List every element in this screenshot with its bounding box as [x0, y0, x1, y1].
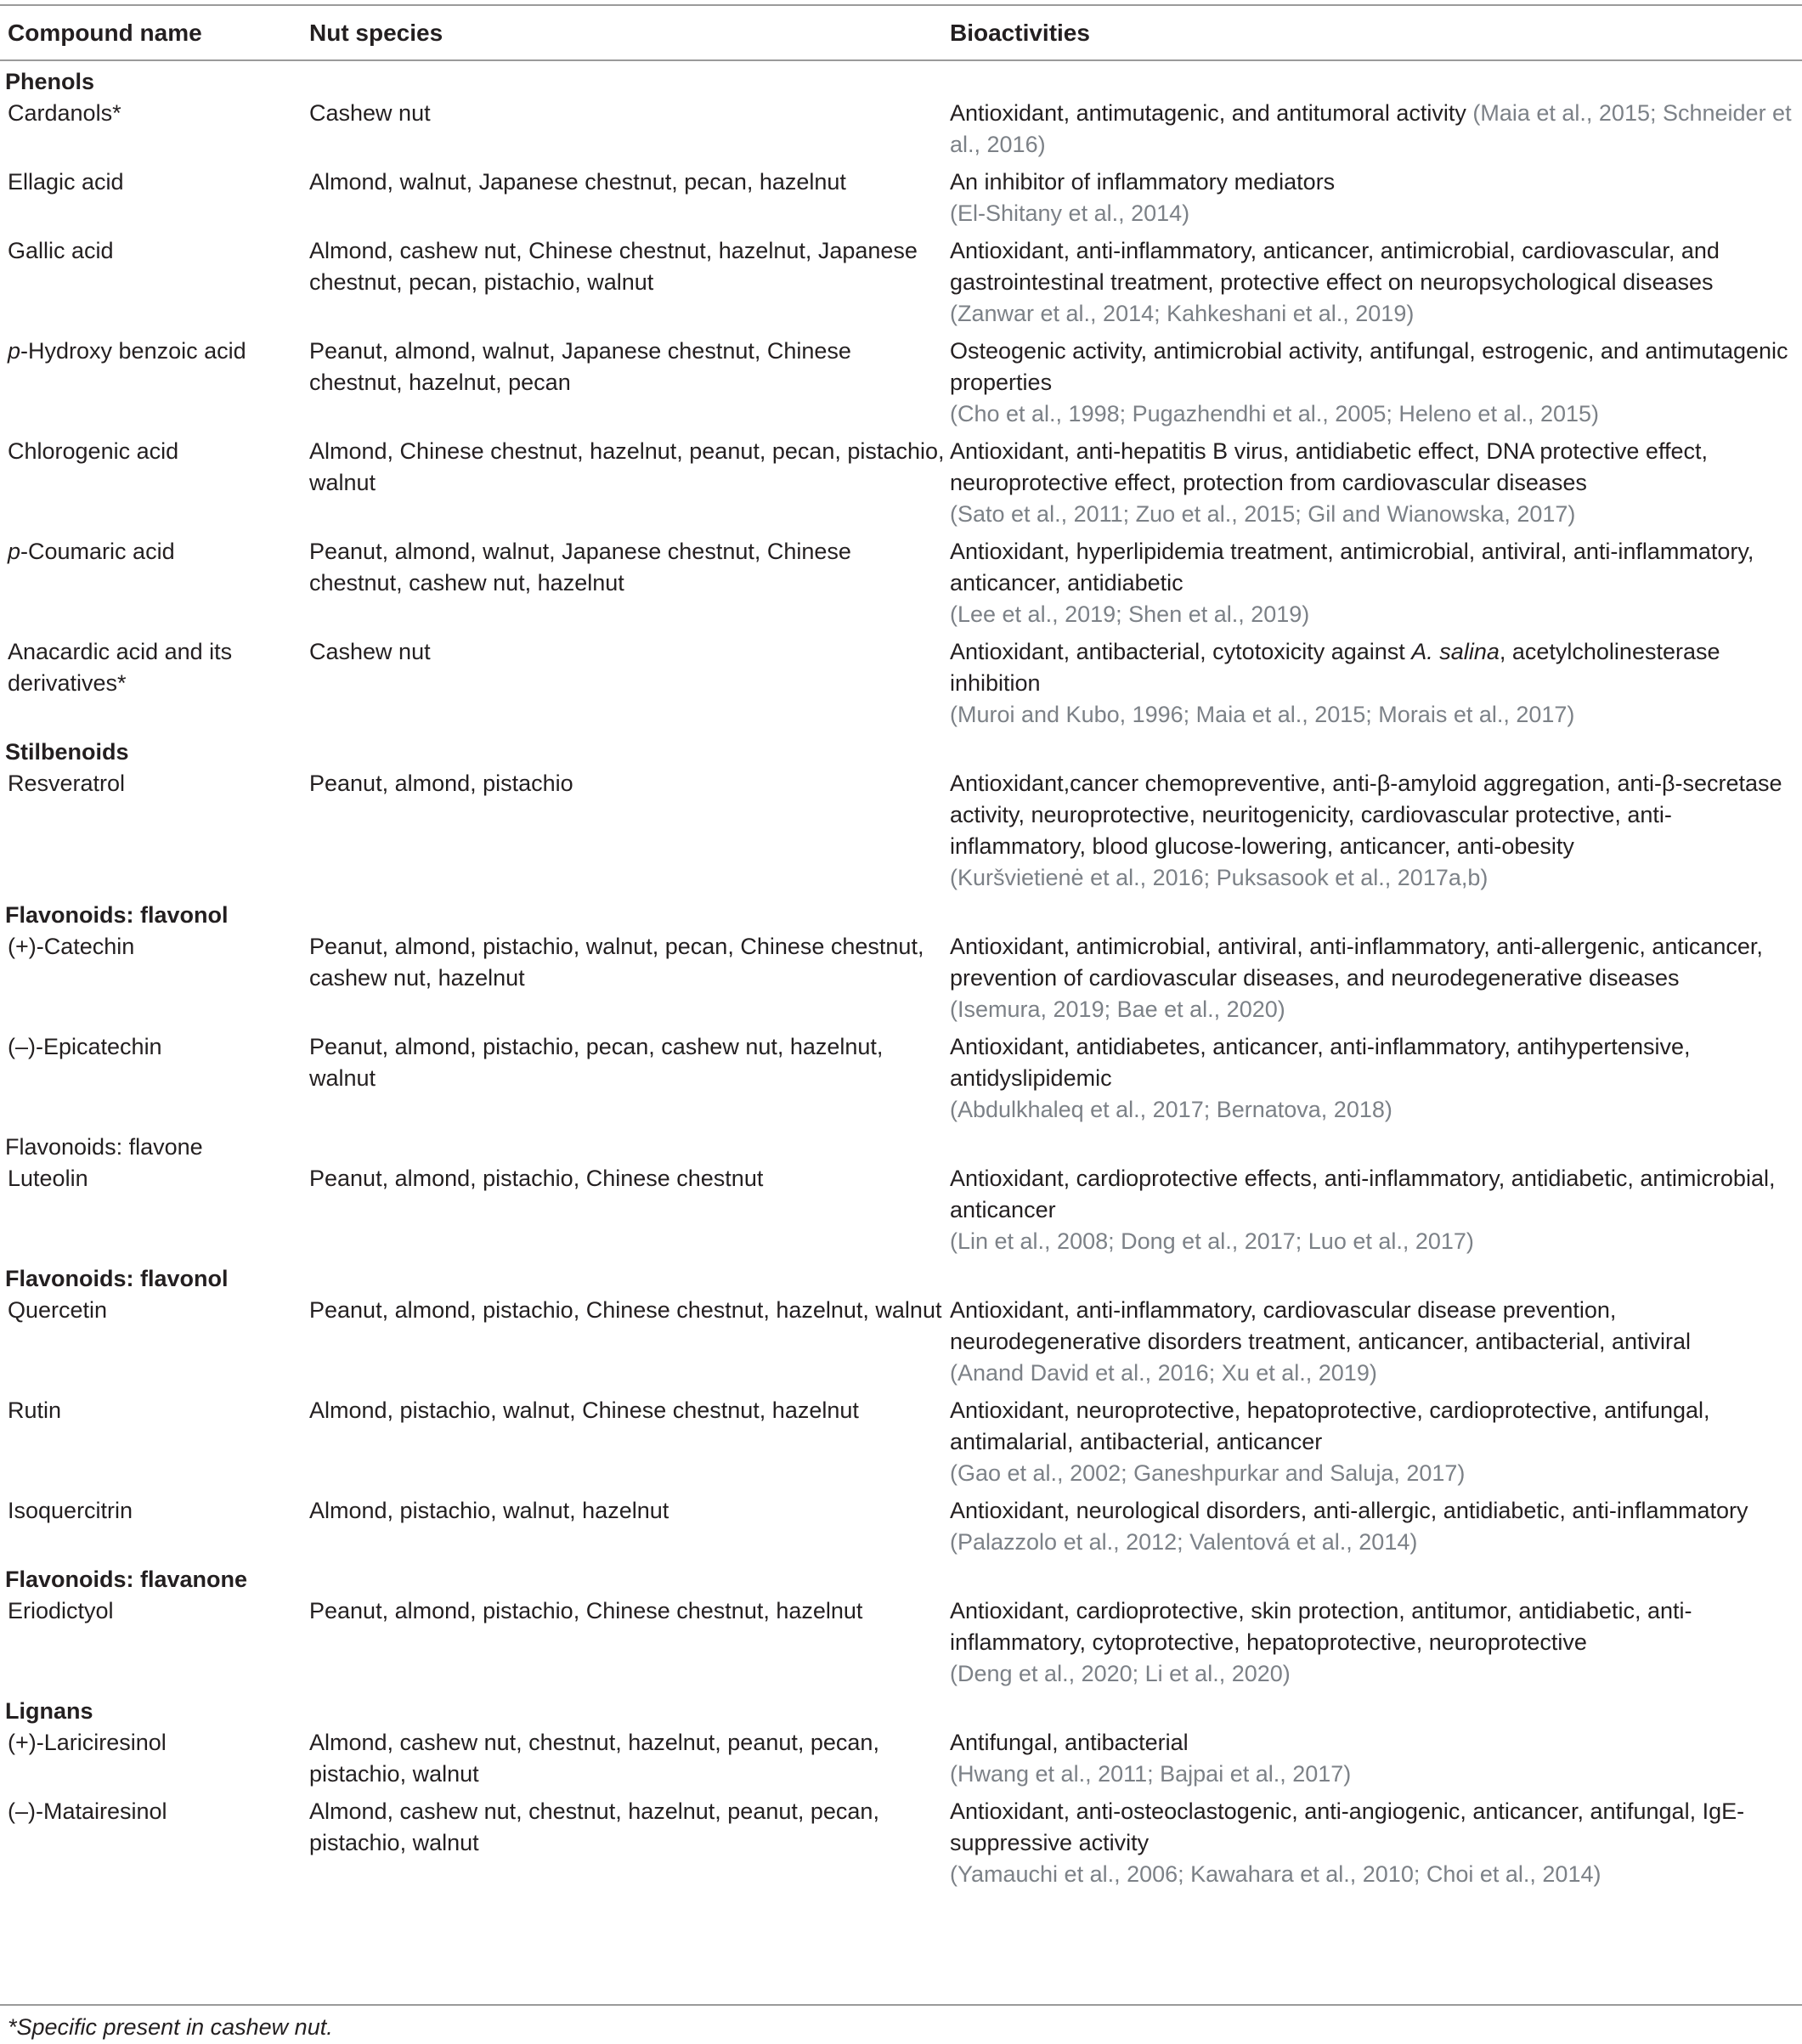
- compound-name: Eriodictyol: [8, 1598, 114, 1623]
- reference-citation[interactable]: (El-Shitany et al., 2014): [950, 200, 1190, 226]
- section-heading: Lignans: [5, 1698, 93, 1724]
- compound-name-cell: [0, 235, 302, 336]
- bioactivity-text: Antioxidant, anti-inflammatory, cardiovascular disease prevention, neurodegenerative disorders treatment, anticancer, antibacterial, antiviral: [950, 1297, 1691, 1354]
- section-heading: Flavonoids: flavonol: [5, 1266, 229, 1291]
- reference-citation[interactable]: (Deng et al., 2020; Li et al., 2020): [950, 1661, 1291, 1686]
- bioactivities-cell: [950, 931, 1802, 1031]
- section-row: [0, 66, 1802, 98]
- section-heading: Flavonoids: flavonol: [5, 902, 229, 928]
- section-row: [0, 1564, 1802, 1595]
- bioactivity-text: Antioxidant, anti-osteoclastogenic, anti-angiogenic, anticancer, antifungal, IgE-suppressive activity: [950, 1798, 1745, 1855]
- nut-species-cell: Almond, cashew nut, chestnut, hazelnut, peanut, pecan, pistachio, walnut: [309, 1798, 879, 1855]
- nut-species-cell: Cashew nut: [309, 639, 431, 664]
- bioactivity-text: Antioxidant, anti-hepatitis B virus, antidiabetic effect, DNA protective effect, neuroprotective effect, protection from cardiovascular diseases: [950, 438, 1708, 495]
- table-row: [0, 1163, 1802, 1263]
- bioactivity-text: Antioxidant, antibacterial, cytotoxicity against: [950, 639, 1412, 664]
- table-row: [0, 167, 1802, 235]
- footnote: *Specific present in cashew nut.: [8, 2014, 333, 2040]
- bioactivities-cell: [950, 1727, 1802, 1796]
- bioactivity-text: Antioxidant, neuroprotective, hepatoprotective, cardioprotective, antifungal, antimalarial, antibacterial, anticancer: [950, 1397, 1710, 1454]
- reference-citation[interactable]: (Muroi and Kubo, 1996; Maia et al., 2015; Morais et al., 2017): [950, 702, 1575, 727]
- nut-species-cell: Almond, cashew nut, Chinese chestnut, hazelnut, Japanese chestnut, pecan, pistachio, walnut: [309, 238, 918, 295]
- reference-citation[interactable]: (Abdulkhaleq et al., 2017; Bernatova, 2018): [950, 1097, 1392, 1122]
- reference-citation[interactable]: (Yamauchi et al., 2006; Kawahara et al., 2010; Choi et al., 2014): [950, 1861, 1601, 1887]
- compound-name: Chlorogenic acid: [8, 438, 179, 464]
- section-row: [0, 1696, 1802, 1727]
- table-row: [0, 636, 1802, 737]
- table-row: [0, 768, 1802, 900]
- nut-species-cell: Almond, pistachio, walnut, hazelnut: [309, 1498, 669, 1523]
- compound-name: Quercetin: [8, 1297, 108, 1323]
- compound-name: Cardanols*: [8, 100, 121, 126]
- bioactivities-cell: [950, 1395, 1802, 1495]
- compound-prefix: p: [8, 338, 21, 364]
- table-row: [0, 336, 1802, 436]
- bioactivities-cell: [950, 1495, 1802, 1564]
- reference-citation[interactable]: (Anand David et al., 2016; Xu et al., 2019): [950, 1360, 1377, 1386]
- nut-species-cell: Peanut, almond, pistachio, Chinese chestnut, hazelnut: [309, 1598, 863, 1623]
- reference-citation[interactable]: (Cho et al., 1998; Pugazhendhi et al., 2005; Heleno et al., 2015): [950, 401, 1600, 426]
- table-row: [0, 1495, 1802, 1564]
- nut-species-cell: Almond, walnut, Japanese chestnut, pecan, hazelnut: [309, 169, 846, 195]
- bioactivity-text: Osteogenic activity, antimicrobial activity, antifungal, estrogenic, and antimutagenic properties: [950, 338, 1788, 395]
- bioactivity-text: Antioxidant, hyperlipidemia treatment, antimicrobial, antiviral, anti-inflammatory, anticancer, antidiabetic: [950, 539, 1754, 596]
- section-row: [0, 1132, 1802, 1163]
- bioactivity-text: Antioxidant, antimicrobial, antiviral, anti-inflammatory, anti-allergenic, anticancer, prevention of cardiovascular diseases, and neurodegenerative diseases: [950, 934, 1763, 991]
- nut-species-cell: Almond, pistachio, walnut, Chinese chestnut, hazelnut: [309, 1397, 859, 1423]
- section-row: [0, 737, 1802, 768]
- section-heading: Phenols: [5, 69, 95, 94]
- bioactivities-cell: [950, 336, 1802, 436]
- compound-name: Resveratrol: [8, 771, 126, 796]
- nut-species-cell: Almond, cashew nut, chestnut, hazelnut, peanut, pecan, pistachio, walnut: [309, 1730, 879, 1787]
- bioactivities-cell: [950, 768, 1802, 900]
- bioactivity-text: Antioxidant,cancer chemopreventive, anti-β-amyloid aggregation, anti-β-secretase activity, neuroprotective, neuritogenicity, cardiovascular protective, anti-inflammatory, blood glucose-lowering, anticancer, anti-obesity: [950, 771, 1782, 859]
- compound-name-cell: [0, 1163, 302, 1263]
- bioactivity-text: Antioxidant, cardioprotective effects, anti-inflammatory, antidiabetic, antimicrobial, anticancer: [950, 1166, 1776, 1222]
- compound-name-cell: [0, 636, 302, 737]
- compound-name: (+)-Lariciresinol: [8, 1730, 167, 1755]
- bioactivities-cell: [950, 636, 1802, 737]
- compound-name: Isoquercitrin: [8, 1498, 133, 1523]
- header-rule: [0, 59, 1802, 61]
- bioactivity-text-tail: , acetylcholinesterase inhibition: [950, 639, 1720, 696]
- bioactivity-text: Antifungal, antibacterial: [950, 1730, 1189, 1755]
- bioactivities-cell: [950, 436, 1802, 536]
- compound-name-cell: [0, 98, 302, 167]
- compound-name-cell: [0, 536, 302, 636]
- top-rule: [0, 4, 1802, 6]
- reference-citation[interactable]: (Maia et al., 2015; Schneider et al., 2016): [950, 100, 1792, 157]
- table-row: [0, 98, 1802, 167]
- bioactivity-text: Antioxidant, neurological disorders, anti-allergic, antidiabetic, anti-inflammatory: [950, 1498, 1748, 1523]
- nut-species-cell: Peanut, almond, pistachio, Chinese chestnut, hazelnut, walnut: [309, 1297, 942, 1323]
- table-row: [0, 235, 1802, 336]
- compound-name-cell: [0, 436, 302, 536]
- bioactivity-species: A. salina: [1411, 639, 1500, 664]
- compound-name: Rutin: [8, 1397, 62, 1423]
- compound-table: [0, 66, 1802, 1896]
- table-row: [0, 1727, 1802, 1796]
- compound-name-cell: [0, 931, 302, 1031]
- nut-species-cell: Peanut, almond, pistachio, Chinese chestnut: [309, 1166, 764, 1191]
- compound-name-cell: [0, 336, 302, 436]
- reference-citation[interactable]: (Palazzolo et al., 2012; Valentová et al., 2014): [950, 1529, 1418, 1555]
- nut-species-cell: Almond, Chinese chestnut, hazelnut, peanut, pecan, pistachio, walnut: [309, 438, 945, 495]
- bioactivities-cell: [950, 536, 1802, 636]
- table-row: [0, 931, 1802, 1031]
- bioactivities-cell: [950, 167, 1802, 235]
- table-row: [0, 1796, 1802, 1896]
- bioactivities-cell: [950, 1295, 1802, 1395]
- section-row: [0, 1263, 1802, 1295]
- bioactivity-text: Antioxidant, anti-inflammatory, anticancer, antimicrobial, cardiovascular, and gastrointestinal treatment, protective effect on neuropsychological diseases: [950, 238, 1720, 295]
- bioactivities-cell: [950, 1031, 1802, 1132]
- compound-name-cell: [0, 1595, 302, 1696]
- table-row: [0, 1031, 1802, 1132]
- section-heading: Flavonoids: flavanone: [5, 1567, 248, 1592]
- nut-species-cell: Cashew nut: [309, 100, 431, 126]
- section-row: [0, 900, 1802, 931]
- compound-name: Ellagic acid: [8, 169, 124, 195]
- compound-name-cell: [0, 1031, 302, 1132]
- table-row: [0, 536, 1802, 636]
- compound-name: (–)-Matairesinol: [8, 1798, 167, 1824]
- bioactivity-text: Antioxidant, cardioprotective, skin protection, antitumor, antidiabetic, anti-inflammatory, cytoprotective, hepatoprotective, neuroprotective: [950, 1598, 1692, 1655]
- table-row: [0, 1595, 1802, 1696]
- section-heading: Flavonoids: flavone: [5, 1134, 203, 1160]
- section-heading: Stilbenoids: [5, 739, 129, 765]
- nut-species-cell: Peanut, almond, pistachio, walnut, pecan, Chinese chestnut, cashew nut, hazelnut: [309, 934, 924, 991]
- bioactivities-cell: [950, 1595, 1802, 1696]
- reference-citation[interactable]: (Zanwar et al., 2014; Kahkeshani et al., 2019): [950, 301, 1415, 326]
- reference-citation[interactable]: (Lee et al., 2019; Shen et al., 2019): [950, 601, 1310, 627]
- compound-name: -Hydroxy benzoic acid: [20, 338, 246, 364]
- header-bioactivities: Bioactivities: [950, 20, 1090, 46]
- bottom-rule: [0, 2004, 1802, 2006]
- nut-species-cell: Peanut, almond, pistachio, pecan, cashew nut, hazelnut, walnut: [309, 1034, 884, 1091]
- bioactivities-cell: [950, 1163, 1802, 1263]
- compound-name: Luteolin: [8, 1166, 88, 1191]
- bioactivities-cell: [950, 1796, 1802, 1896]
- reference-citation[interactable]: (Hwang et al., 2011; Bajpai et al., 2017): [950, 1761, 1352, 1787]
- compound-name-cell: [0, 1395, 302, 1495]
- bioactivities-cell: [950, 235, 1802, 336]
- bioactivity-text: Antioxidant, antidiabetes, anticancer, anti-inflammatory, antihypertensive, antidyslipidemic: [950, 1034, 1691, 1091]
- header-nut-species: Nut species: [309, 20, 443, 46]
- reference-citation[interactable]: (Lin et al., 2008; Dong et al., 2017; Luo et al., 2017): [950, 1228, 1474, 1254]
- compound-name: Anacardic acid and its derivatives*: [8, 639, 233, 696]
- reference-citation[interactable]: (Isemura, 2019; Bae et al., 2020): [950, 997, 1285, 1022]
- header-compound-name: Compound name: [8, 20, 202, 46]
- compound-name-cell: [0, 1295, 302, 1395]
- compound-name-cell: [0, 1495, 302, 1564]
- bioactivities-cell: [950, 98, 1802, 167]
- bioactivity-text: Antioxidant, antimutagenic, and antitumoral activity: [950, 100, 1466, 126]
- compound-name-cell: [0, 167, 302, 235]
- compound-prefix: p: [8, 539, 21, 564]
- table-row: [0, 436, 1802, 536]
- reference-citation[interactable]: (Sato et al., 2011; Zuo et al., 2015; Gil and Wianowska, 2017): [950, 501, 1576, 527]
- reference-citation[interactable]: (Kuršvietienė et al., 2016; Puksasook et al., 2017a,b): [950, 865, 1488, 890]
- compound-name-cell: [0, 1727, 302, 1796]
- table-row: [0, 1395, 1802, 1495]
- compound-name: Gallic acid: [8, 238, 114, 263]
- compound-name: (–)-Epicatechin: [8, 1034, 162, 1059]
- compound-name: (+)-Catechin: [8, 934, 135, 959]
- nut-species-cell: Peanut, almond, walnut, Japanese chestnut, Chinese chestnut, cashew nut, hazelnut: [309, 539, 851, 596]
- reference-citation[interactable]: (Gao et al., 2002; Ganeshpurkar and Saluja, 2017): [950, 1460, 1466, 1486]
- table-row: [0, 1295, 1802, 1395]
- nut-species-cell: Peanut, almond, walnut, Japanese chestnut, Chinese chestnut, hazelnut, pecan: [309, 338, 851, 395]
- nut-species-cell: Peanut, almond, pistachio: [309, 771, 573, 796]
- compound-name: -Coumaric acid: [20, 539, 175, 564]
- compound-name-cell: [0, 1796, 302, 1896]
- compound-name-cell: [0, 768, 302, 900]
- bioactivity-text: An inhibitor of inflammatory mediators: [950, 169, 1336, 195]
